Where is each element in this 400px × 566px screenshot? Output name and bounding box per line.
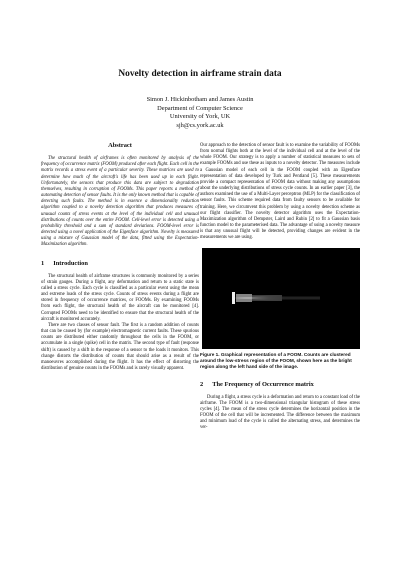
section-2-heading — [200, 382, 360, 388]
paper-title: Novelty detection in airframe strain data — [118, 69, 282, 79]
section-1-heading — [41, 261, 199, 267]
author-email: sjh@cs.york.ac.uk — [176, 121, 224, 129]
abstract-heading: Abstract — [108, 142, 132, 149]
author-university: University of York, UK — [169, 113, 231, 121]
intro-body — [41, 274, 199, 373]
abstract-text: The structural health of airframes is often monitored by analysis of the frequency of occurrence matrix (FOOM) produced after each flight. Each cell in the matrix records a stress event of a particular severity. These matrices are used to determine how much of the aircraft's life has been used up in each flight. Unfortunately, the sensors that produce this data are subject to degradation themselves, resulting in corruption of FOOMs. This paper reports a method of automating detection of sensor faults. It is the only known method that is capable of detecting such faults. The method is in essence a dimensionality reduction algorithm coupled to a novelty detection algorithm that produces measures of unusual counts of stress events at the level of the individual cell and unusual distributions of counts over the entire FOOM. Cell-level error is detected using a probability threshold and a sum of standard deviations. FOOM-level error is detected using a novel application of the Eigenface algorithm. Novelty is measured using a mixture of Gaussian model of the data, fitted using the Expectation-Maximization algorithm. — [41, 156, 199, 248]
foom-image — [202, 248, 360, 349]
paragraph: During a flight, a stress cycle is a deformation and return to a constant load of the airframe. The FOOM is a two-dimensional triangular histogram of these stress cycles [4]. The mean of the stress cycle determines the horizontal position in the FOOM of the cell that will be incremented. The difference between the maximum and minimum load of the cycle is called the alternating stress, and determines the ver- — [200, 394, 360, 431]
section-title: The Frequency of Occurrence matrix — [212, 380, 314, 388]
intro-continued — [200, 143, 360, 242]
section-number: 2 — [200, 380, 204, 388]
abstract — [41, 156, 199, 248]
section-2-body — [200, 395, 360, 432]
section-title: Introduction — [53, 259, 88, 267]
right-column — [200, 143, 360, 432]
paragraph: The structural health of airframe structures is commonly monitored by a series of strain gauges. During a flight, any deformation and return to a static state is called a stress cycle. Each cycle is classified as a particular event using the mean and extreme loads of the stress cycle. Counts of stress events during a flight are stored in frequency of occurrence matrices, or FOOMs. By examining FOOMs from each flight, the structural health of the aircraft can be monitored [4]. Corrupted FOOMs need to be identified to ensure that the structural health of the aircraft is monitored accurately. — [41, 273, 199, 322]
figure-caption: Figure 1. Graphical representation of a FOOM. Counts are clustered around the low-stress region of the FOOM, shown here as the bright region along the left hand side of the image. — [200, 351, 352, 369]
left-column — [41, 143, 199, 372]
foom-figure — [202, 248, 360, 349]
paragraph: There are two classes of sensor fault. The first is a random addition of counts that can be caused by (for example) electromagnetic current faults. These spurious counts are distributed either randomly throughout the cells in the FOOM, or accumulate in a single (spike) cell in the matrix. The second type of fault (response shift) is caused by a shift in the response of a sensor to the loads it monitors. This change distorts the distribution of counts that should arise as a result of the manoeuvres accomplished during the flight. It has the effect of distorting the distribution of genuine counts in the FOOMs and is rarely visually apparent. — [41, 322, 199, 371]
paragraph: Our approach to the detection of sensor fault is to examine the variability of FOOMs from normal flights both at the level of the individual cell and at the level of the whole FOOM. Our strategy is to apply a number of statistical measures to sets of example FOOMs and use these as inputs to a novelty detector. The measures include a Gaussian model of each cell in the FOOM coupled with an Eigenface representation of data developed by Turk and Pentland [5]. These measurements provide a compact representation of FOOM data without making any assumptions about the underlying distributions of stress cycle counts. In an earlier paper [3], the authors examined the use of a Multi-Layer perceptron (MLP) for the classification of sensor faults. This scheme required data from faulty sensors to be available for training. Here, we circumvent this problem by using a novelty detection scheme as our flight classifier. The novelty detector algorithm uses the Expectation-Maximization algorithm of Dempster, Laird and Rubin [2] to fit a Gaussian basis function model to the parameterised data. The advantage of using a novelty measure is that any unusual flight will be detected, providing changes are evident in the measurements we are using. — [200, 143, 360, 241]
author-department: Department of Computer Science — [157, 104, 243, 112]
author-block — [0, 96, 400, 130]
author-names: Simon J. Hickinbotham and James Austin — [146, 96, 254, 103]
section-number: 1 — [41, 259, 45, 267]
